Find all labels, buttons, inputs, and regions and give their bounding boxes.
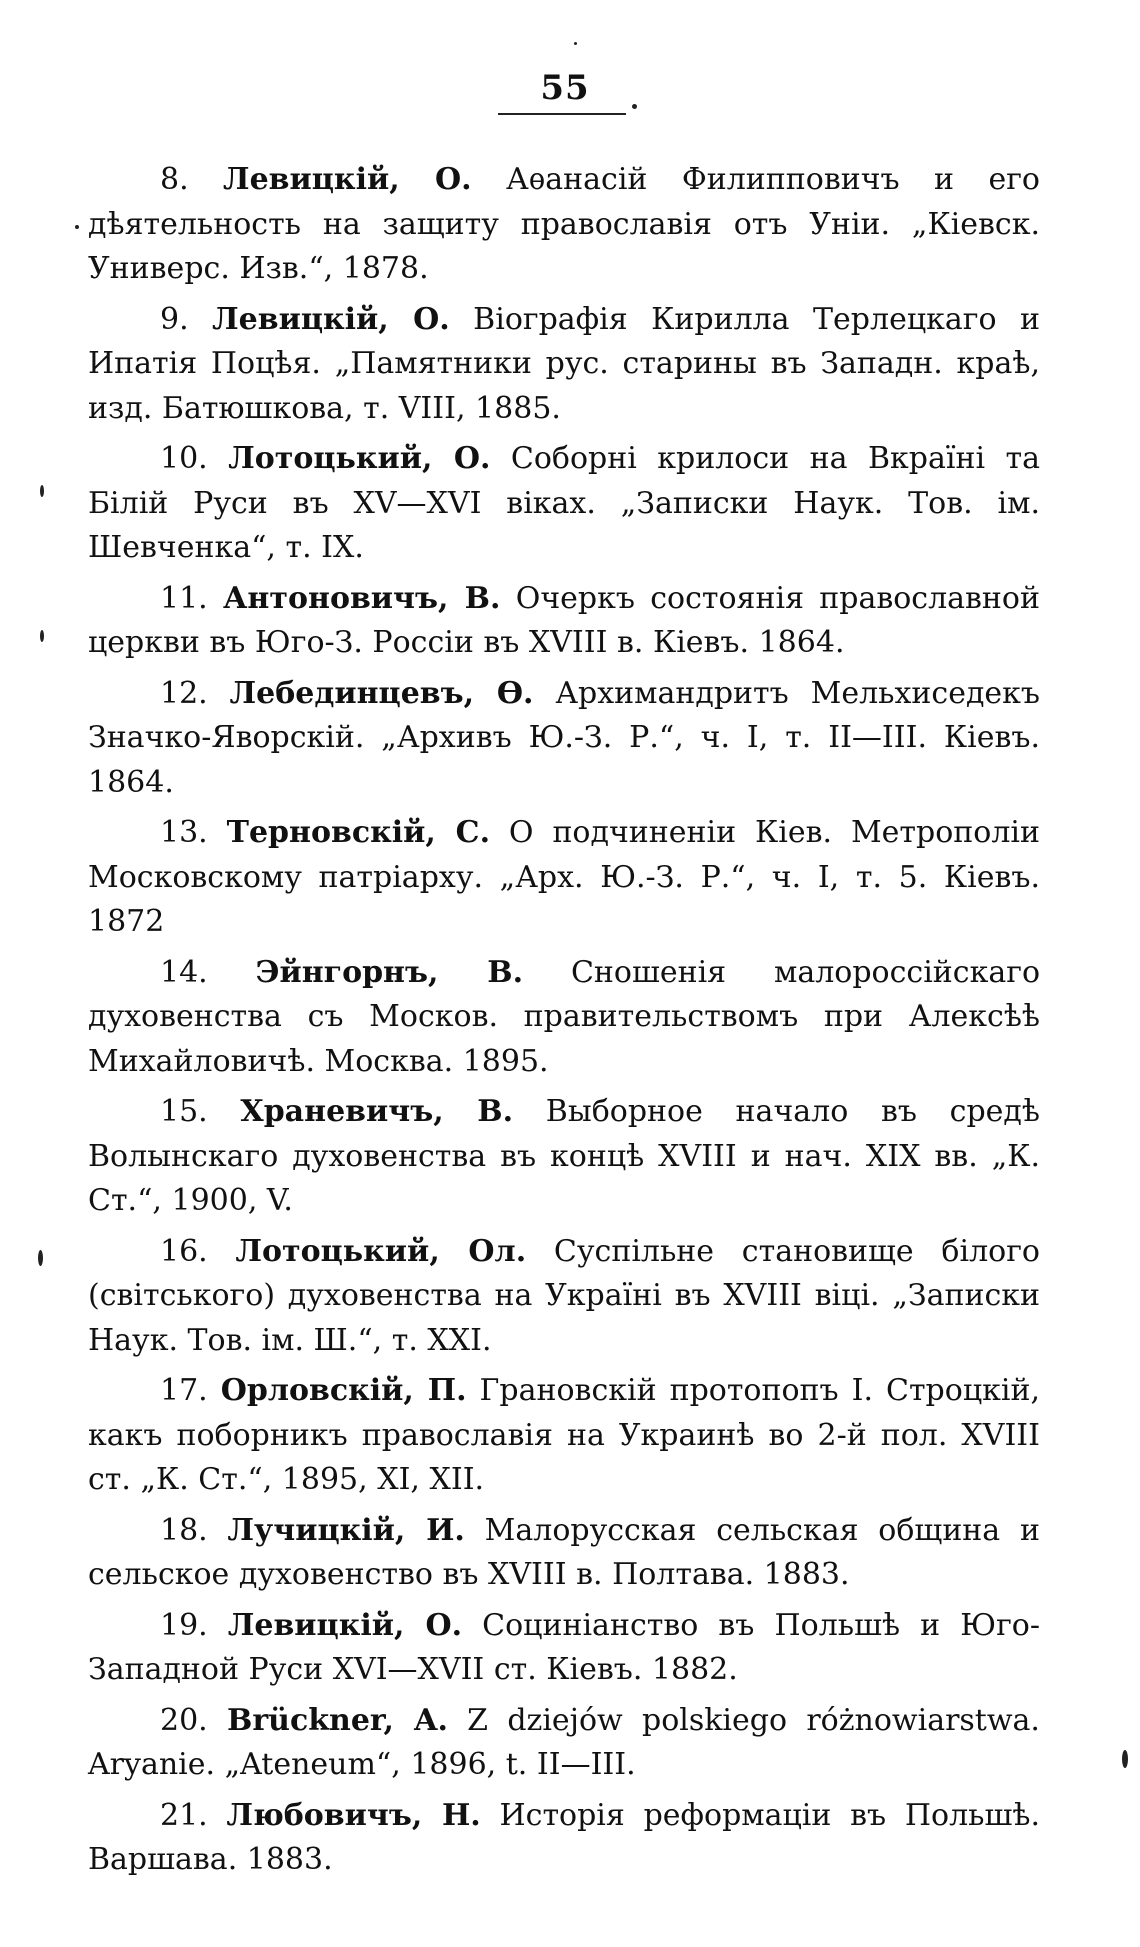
entry-text: Архимандритъ Мельхиседекъ Значко-Яворскій. „Архивъ Ю.-З. Р.“, ч. I, т. II—III. Кіевъ. 1864. [88, 675, 1041, 800]
bibliography-entry-8 [88, 158, 1040, 292]
entry-author: Храневичъ, В. [240, 1094, 514, 1129]
entry-number: 8. [160, 162, 189, 197]
scan-speck [40, 485, 44, 497]
entry-author: Любовичъ, Н. [226, 1797, 481, 1833]
entry-author: Лучицкій, И. [227, 1512, 465, 1548]
bibliography-entry-15 [88, 1090, 1040, 1224]
bibliography-list [88, 158, 1040, 1889]
entry-author: Левицкій, О. [212, 301, 450, 337]
entry-text: Віографія Кирилла Терлецкаго и Ипатія Поцѣя. „Памятники рус. старины въ Западн. краѣ, изд. Батюшкова, т. VIII, 1885. [88, 301, 1040, 426]
entry-text: Соборні крилоси на Вкраїні та Білій Руси въ XV—XVI віках. „Записки Наук. Тов. ім. Шевченка“, т. IX. [88, 441, 1040, 565]
scan-speck [40, 630, 44, 642]
entry-author: Brückner, A. [227, 1702, 448, 1738]
bibliography-entry-19 [88, 1604, 1040, 1693]
entry-text: Очеркъ состоянія православной церкви въ Юго-З. Россіи въ XVIII в. Кіевъ. 1864. [88, 580, 1040, 660]
bibliography-entry-11 [88, 577, 1040, 666]
bibliography-entry-12 [88, 672, 1040, 806]
entry-text: Суспільне становище білого (світського) духовенства на Україні въ XVIII віці. „Записки Наук. Тов. ім. Ш.“, т. XXI. [88, 1233, 1040, 1358]
bibliography-entry-10 [88, 437, 1040, 571]
scan-speck [75, 225, 79, 229]
entry-number: 21. [160, 1797, 208, 1833]
entry-text: Z dziejów polskiego różnowiarstwa. Aryanie. „Ateneum“, 1896, t. II—III. [88, 1702, 1040, 1782]
entry-text: Выборное начало въ средѣ Волынскаго духовенства въ концѣ XVIII и нач. XIX вв. „К. Ст.“, 1900, V. [88, 1094, 1040, 1218]
entry-author: Левицкій, О. [223, 162, 472, 197]
entry-author: Лебединцевъ, Ѳ. [229, 675, 534, 711]
entry-number: 20. [160, 1702, 208, 1738]
entry-text: Социніанство въ Польшѣ и Юго-Западной Руси XVI—XVII ст. Кіевъ. 1882. [88, 1607, 1040, 1687]
entry-number: 19. [160, 1607, 208, 1643]
scan-speck [632, 104, 637, 109]
bibliography-entry-9 [88, 298, 1040, 432]
entry-author: Терновскій, С. [226, 815, 491, 850]
entry-author: Антоновичъ, В. [223, 580, 501, 616]
entry-number: 13. [160, 815, 208, 850]
bibliography-entry-16 [88, 1230, 1040, 1364]
entry-number: 9. [160, 301, 189, 337]
entry-author: Левицкій, О. [227, 1607, 463, 1643]
entry-text: Малорусская сельская община и сельское духовенство въ XVIII в. Полтава. 1883. [88, 1512, 1040, 1592]
page-number: 55 [540, 68, 590, 108]
bibliography-entry-20 [88, 1699, 1040, 1788]
scan-speck [574, 42, 577, 45]
entry-author: Лотоцький, О. [228, 441, 491, 476]
entry-number: 10. [160, 441, 208, 476]
entry-text: Сношенія малороссійскаго духовенства съ Москов. правительствомъ при Алексѣѣ Михайловичѣ. Москва. 1895. [88, 954, 1041, 1079]
bibliography-entry-18 [88, 1509, 1040, 1598]
scan-speck [38, 1250, 43, 1266]
entry-number: 11. [160, 580, 208, 616]
entry-number: 18. [160, 1512, 208, 1548]
entry-author: Лотоцький, Ол. [235, 1233, 527, 1269]
entry-text: Аѳанасій Филипповичъ и его дѣятельность на защиту православія отъ Уніи. „Кіевск. Универс. Изв.“, 1878. [88, 162, 1040, 286]
entry-author: Орловскій, П. [220, 1373, 467, 1408]
page-number-rule [498, 113, 626, 115]
entry-text: О подчиненіи Кіев. Метрополіи Московскому патріарху. „Арх. Ю.-З. Р.“, ч. I, т. 5. Кіевъ. 1872 [88, 815, 1040, 939]
bibliography-entry-13 [88, 811, 1040, 945]
entry-author: Эйнгорнъ, В. [255, 954, 524, 990]
entry-number: 15. [160, 1094, 208, 1129]
bibliography-entry-21 [88, 1794, 1040, 1883]
bibliography-entry-14 [88, 951, 1040, 1085]
bibliography-entry-17 [88, 1369, 1040, 1503]
entry-number: 17. [160, 1373, 208, 1408]
entry-number: 14. [160, 954, 208, 990]
entry-number: 12. [160, 675, 208, 711]
entry-number: 16. [160, 1233, 208, 1269]
entry-text: Грановскій протопопъ I. Строцкій, какъ поборникъ православія на Украинѣ во 2-й пол. XVIII ст. „К. Ст.“, 1895, XI, XII. [88, 1373, 1040, 1497]
scan-speck [1122, 1750, 1128, 1768]
entry-text: Исторія реформаціи въ Польшѣ. Варшава. 1883. [88, 1797, 1040, 1877]
